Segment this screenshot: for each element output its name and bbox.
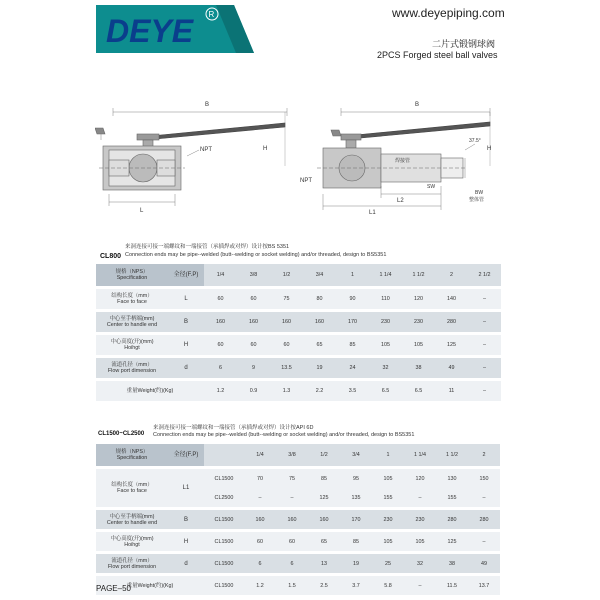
cell: 160 — [308, 510, 340, 529]
spec-header-en: Specification — [116, 455, 148, 461]
dim-h-right: H — [487, 146, 492, 152]
row-label-en: Hoihgt — [124, 345, 140, 351]
table-row — [96, 532, 500, 551]
cell: 230 — [404, 510, 436, 529]
class-cell: CL1500 — [204, 554, 244, 573]
row-label-en: Center to handle end — [106, 519, 158, 526]
row-label-cn: 中心至手柄端(mm) — [109, 513, 155, 520]
row-symbol: B — [168, 312, 204, 332]
cell: 75 — [270, 289, 303, 309]
cell: – — [468, 532, 500, 551]
size-header: 1 1/2 — [436, 444, 468, 466]
row-label-en: Flow port dimension — [107, 563, 157, 570]
size-header: 1/2 — [270, 264, 303, 286]
cell: 6 — [204, 358, 237, 378]
row-label-cn: 结构长度（mm） — [111, 293, 153, 299]
label-weld-cn: 焊接管 — [395, 158, 411, 164]
cell: 125 — [308, 488, 340, 507]
logo-text: DEYE — [106, 13, 194, 49]
cell: 120 — [402, 289, 435, 309]
bore-header: 全径(F.P) — [168, 444, 204, 466]
size-header: 1/4 — [244, 444, 276, 466]
cell: 38 — [436, 554, 468, 573]
website-url[interactable]: www.deyepiping.com — [392, 6, 505, 20]
row-label — [96, 532, 168, 551]
page-title-en: 2PCS Forged steel ball valves — [377, 50, 498, 60]
spec-header-cn: 规格（NPS） — [115, 449, 149, 455]
page-number: PAGE–50 — [96, 584, 131, 593]
size-header: 1/4 — [204, 264, 237, 286]
dim-b-left: B — [205, 102, 210, 108]
cell: 1.2 — [244, 576, 276, 595]
dim-angle: 37.5° — [469, 138, 481, 144]
cell: 49 — [435, 358, 468, 378]
cell: 110 — [369, 289, 402, 309]
size-header: 1 — [372, 444, 404, 466]
cell: 105 — [369, 335, 402, 355]
row-label-cn: 流道孔径（mm） — [111, 362, 153, 368]
cl800-spec-table — [96, 264, 501, 401]
table-row — [96, 358, 501, 378]
cell: 60 — [204, 289, 237, 309]
size-header: 3/8 — [276, 444, 308, 466]
cell: 24 — [336, 358, 369, 378]
weight-label: 重量Weight(约)(Kg) — [96, 576, 204, 595]
row-label-cn: 结构长度（mm） — [111, 482, 153, 488]
cell: 6 — [244, 554, 276, 573]
cell: 3.7 — [340, 576, 372, 595]
size-header: 3/4 — [303, 264, 336, 286]
cell: 125 — [435, 335, 468, 355]
row-label — [96, 554, 168, 573]
bore-header: 全径(F.P) — [168, 264, 204, 286]
table-row — [96, 381, 501, 401]
row-label-cn: 中心高度(开)(mm) — [110, 535, 154, 542]
cell: – — [244, 488, 276, 507]
table-row — [96, 289, 501, 309]
spec-header-en: Specification — [116, 275, 148, 281]
cell: 38 — [402, 358, 435, 378]
dim-b-right: B — [415, 102, 420, 108]
cl1500-desc-cn: 来洞连接可接一端螺纹和一端接管（承插焊或对焊）设计按API 6D — [153, 425, 314, 431]
cell: 90 — [336, 289, 369, 309]
cell: 85 — [336, 335, 369, 355]
cell: – — [468, 289, 501, 309]
table-row — [96, 554, 500, 573]
cell: 70 — [244, 469, 276, 488]
cell: 13.5 — [270, 358, 303, 378]
spec-header-cell — [96, 444, 168, 466]
dim-l-left: L — [140, 208, 144, 214]
cl1500-spec-table — [96, 444, 500, 595]
dim-sw: SW — [427, 184, 436, 190]
cell: 230 — [369, 312, 402, 332]
row-label-en: Center to handle end — [106, 322, 158, 328]
dim-h-left: H — [263, 146, 268, 152]
cell: – — [404, 488, 436, 507]
weight-label: 重量Weight(约)(Kg) — [96, 381, 204, 401]
cell: – — [468, 488, 500, 507]
row-label-cn: 中心高度(开)(mm) — [110, 339, 154, 345]
cl800-desc-en: Connection ends may be pipe--welded (butt--welding or socket welding) and/or threaded, design to BS5351 — [125, 252, 387, 258]
cell: 155 — [372, 488, 404, 507]
cell: 60 — [270, 335, 303, 355]
row-symbol: d — [168, 554, 204, 573]
class-cell: CL1500 — [204, 469, 244, 488]
row-label — [96, 335, 168, 355]
class-cell: CL1500 — [204, 576, 244, 595]
page-title-cn: 二片式锻钢球阀 — [432, 39, 496, 49]
class-header — [204, 444, 244, 466]
cell: 19 — [303, 358, 336, 378]
row-symbol: B — [168, 510, 204, 529]
cell: 160 — [276, 510, 308, 529]
cl800-desc-cn: 来洞连接可接一端螺纹和一端接管（承插焊或对焊）设计按BS 5351 — [125, 244, 290, 250]
class-cell: CL1500 — [204, 510, 244, 529]
cell: 95 — [340, 469, 372, 488]
cell: 1.3 — [270, 381, 303, 401]
cell: 1.5 — [276, 576, 308, 595]
cell: 60 — [244, 532, 276, 551]
cell: 1.2 — [204, 381, 237, 401]
cell: 25 — [372, 554, 404, 573]
cell: 13.7 — [468, 576, 500, 595]
cell: 80 — [303, 289, 336, 309]
cell: 3.5 — [336, 381, 369, 401]
cell: 5.8 — [372, 576, 404, 595]
size-header: 2 — [468, 444, 500, 466]
row-label — [96, 289, 168, 309]
row-symbol: L1 — [168, 469, 204, 507]
row-label-cn: 流道孔径（mm） — [111, 557, 153, 564]
cell: 170 — [336, 312, 369, 332]
size-header: 3/8 — [237, 264, 270, 286]
cell: – — [468, 335, 501, 355]
dim-npt-right: NPT — [300, 178, 312, 184]
row-label-en: Flow port dimension — [107, 368, 157, 374]
cell: 280 — [435, 312, 468, 332]
cell: 32 — [404, 554, 436, 573]
cell: – — [468, 312, 501, 332]
cell: 75 — [276, 469, 308, 488]
size-header: 2 — [435, 264, 468, 286]
cell: 60 — [237, 335, 270, 355]
cell: 160 — [237, 312, 270, 332]
cell: 105 — [372, 469, 404, 488]
cell: 60 — [204, 335, 237, 355]
dim-l1: L1 — [369, 210, 376, 216]
cell: 125 — [436, 532, 468, 551]
cell: 160 — [204, 312, 237, 332]
cl1500-desc-en: Connection ends may be pipe--welded (butt--welding or socket welding) and/or threaded, design to BS5351 — [153, 432, 415, 438]
cell: 105 — [372, 532, 404, 551]
label-bw-cn: 整体管 — [469, 197, 485, 203]
cl1500-code: CL1500~CL2500 — [98, 431, 145, 437]
svg-text:R: R — [208, 10, 215, 19]
table-row — [96, 469, 500, 488]
row-symbol: H — [168, 532, 204, 551]
cell: 85 — [340, 532, 372, 551]
cell: 170 — [340, 510, 372, 529]
row-label-en: Face to face — [117, 299, 147, 305]
spec-header-cn: 规格（NPS） — [115, 269, 149, 275]
cell: – — [276, 488, 308, 507]
cell: 160 — [270, 312, 303, 332]
cell: 140 — [435, 289, 468, 309]
row-symbol: d — [168, 358, 204, 378]
class-cell: CL1500 — [204, 532, 244, 551]
cell: 6.5 — [369, 381, 402, 401]
size-header: 2 1/2 — [468, 264, 501, 286]
table-row — [96, 335, 501, 355]
cell: 60 — [276, 532, 308, 551]
size-header: 1/2 — [308, 444, 340, 466]
cell: 230 — [402, 312, 435, 332]
cell: 11 — [435, 381, 468, 401]
row-symbol: L — [168, 289, 204, 309]
cell: 280 — [436, 510, 468, 529]
cell: 230 — [372, 510, 404, 529]
cell: – — [468, 358, 501, 378]
size-header: 1 1/4 — [369, 264, 402, 286]
cell: – — [468, 381, 501, 401]
cell: 60 — [237, 289, 270, 309]
cell: 85 — [308, 469, 340, 488]
row-symbol: H — [168, 335, 204, 355]
row-label-en: Face to face — [117, 488, 147, 494]
cell: 135 — [340, 488, 372, 507]
cell: 2.2 — [303, 381, 336, 401]
cell: 65 — [303, 335, 336, 355]
cell: – — [404, 576, 436, 595]
cell: 130 — [436, 469, 468, 488]
valve-drawings — [95, 90, 505, 225]
cell: 280 — [468, 510, 500, 529]
cell: 6 — [276, 554, 308, 573]
cell: 160 — [244, 510, 276, 529]
table-row — [96, 312, 501, 332]
cell: 49 — [468, 554, 500, 573]
threaded-valve-drawing — [95, 108, 287, 206]
cell: 9 — [237, 358, 270, 378]
cell: 160 — [303, 312, 336, 332]
row-label-cn: 中心至手柄端(mm) — [109, 316, 155, 322]
dim-npt-left: NPT — [200, 147, 212, 153]
cell: 2.5 — [308, 576, 340, 595]
cell: 19 — [340, 554, 372, 573]
cell: 32 — [369, 358, 402, 378]
size-header: 1 1/2 — [402, 264, 435, 286]
table-row — [96, 576, 500, 595]
deye-logo — [96, 5, 254, 55]
row-label — [96, 510, 168, 529]
size-header: 1 1/4 — [404, 444, 436, 466]
cell: 150 — [468, 469, 500, 488]
row-label-en: Hoihgt — [124, 541, 140, 548]
table-header-row — [96, 264, 501, 286]
table-row — [96, 510, 500, 529]
table-header-row — [96, 444, 500, 466]
class-cell: CL2500 — [204, 488, 244, 507]
cell: 105 — [402, 335, 435, 355]
spec-header-cell — [96, 264, 168, 286]
cell: 13 — [308, 554, 340, 573]
cell: 6.5 — [402, 381, 435, 401]
row-label — [96, 358, 168, 378]
cell: 11.5 — [436, 576, 468, 595]
row-label — [96, 312, 168, 332]
cell: 120 — [404, 469, 436, 488]
size-header: 3/4 — [340, 444, 372, 466]
dim-bw: BW — [475, 190, 484, 196]
cell: 0.9 — [237, 381, 270, 401]
size-header: 1 — [336, 264, 369, 286]
cell: 155 — [436, 488, 468, 507]
cl800-code: CL800 — [100, 253, 122, 260]
cell: 105 — [404, 532, 436, 551]
cell: 65 — [308, 532, 340, 551]
row-label — [96, 469, 168, 507]
dim-l2: L2 — [397, 198, 404, 204]
